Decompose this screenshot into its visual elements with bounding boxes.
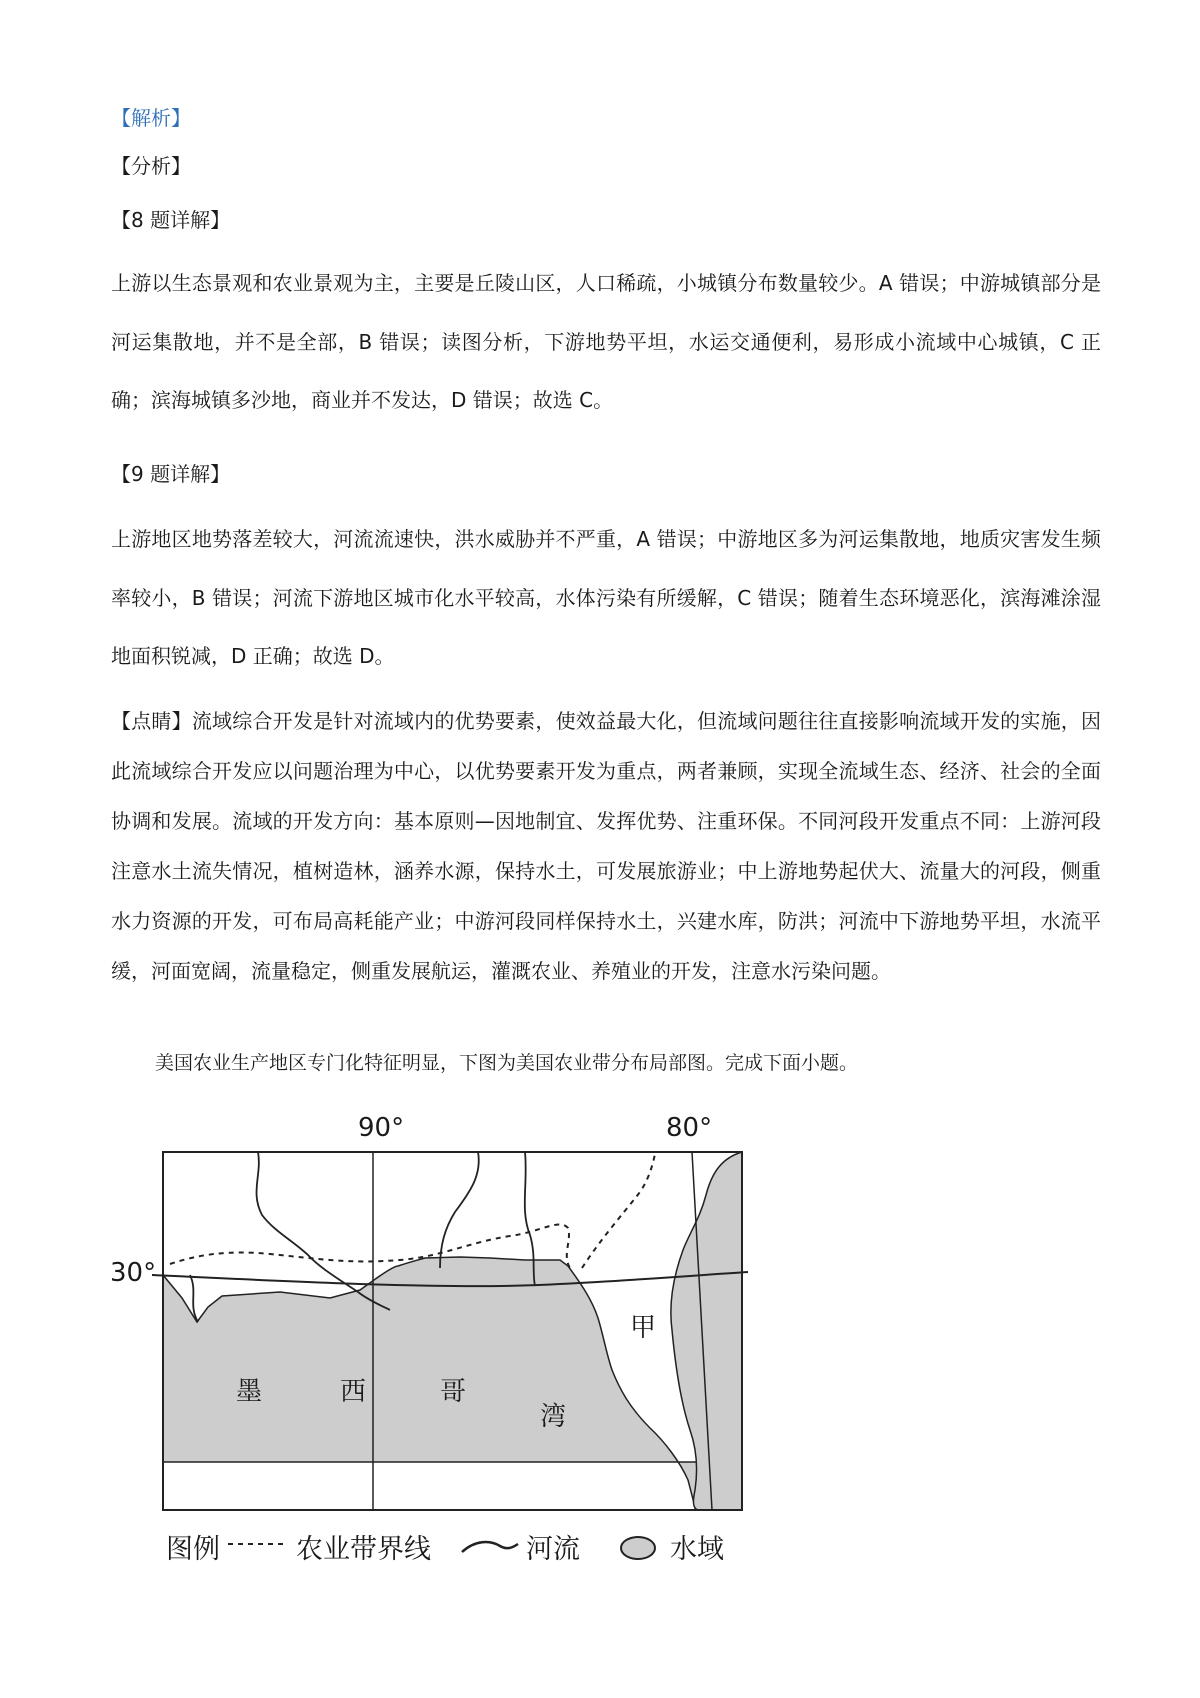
legend-river-label: 河流 [526, 1534, 580, 1565]
gulf-char-2: 西 [340, 1377, 367, 1407]
q9-explanation: 上游地区地势落差较大，河流流速快，洪水威胁并不严重，A 错误；中游地区多为河运集散地，地质灾害发生频率较小，B 错误；河流下游地区城市化水平较高，水体污染有所缓解，C 错误；随着生态环境恶化，滨海滩涂湿地面积锐减，D 正确；故选 D。 [111, 527, 1101, 668]
lon-80-label: 80° [666, 1113, 713, 1143]
gulf-char-4: 湾 [540, 1402, 567, 1432]
analysis-heading: 【解析】 [111, 106, 191, 130]
q9-heading: 【9 题详解】 [111, 462, 231, 486]
q8-explanation: 上游以生态景观和农业景观为主，主要是丘陵山区，人口稀疏，小城镇分布数量较少。A 错误；中游城镇部分是河运集散地，并不是全部，B 错误；读图分析，下游地势平坦，水运交通便利，易形成小流域中心城镇，C 正确；滨海城镇多沙地，商业并不发达，D 错误；故选 C。 [111, 271, 1101, 412]
lon-90-label: 90° [358, 1113, 405, 1143]
dianjing-label: 【点睛】 [111, 709, 192, 733]
river-central [440, 1152, 479, 1268]
lat-30-label: 30° [110, 1258, 157, 1288]
legend-river-symbol [462, 1542, 518, 1552]
atlantic-water-area [671, 1152, 742, 1510]
legend-title: 图例 [166, 1534, 220, 1565]
region-jia-label: 甲 [630, 1313, 657, 1343]
q8-heading: 【8 题详解】 [111, 208, 231, 232]
fenxi-heading: 【分析】 [111, 154, 191, 178]
gulf-char-1: 墨 [236, 1377, 263, 1407]
gulf-char-3: 哥 [440, 1377, 467, 1407]
question-intro: 美国农业生产地区专门化特征明显，下图为美国农业带分布局部图。完成下面小题。 [155, 1052, 859, 1074]
legend-boundary-label: 农业带界线 [296, 1534, 431, 1565]
agri-belt-boundary-2 [582, 1154, 655, 1268]
legend-water-label: 水域 [670, 1534, 724, 1565]
legend-water-symbol [621, 1537, 655, 1559]
dianjing-text: 流域综合开发是针对流域内的优势要素，使效益最大化，但流域问题往往直接影响流域开发的实施，因此流域综合开发应以问题治理为中心，以优势要素开发为重点，两者兼顾，实现全流域生态、经济、社会的全面协调和发展。流域的开发方向：基本原则—因地制宜、发挥优势、注重环保。不同河段开发重点不同：上游河段注意水土流失情况，植树造林，涵养水源，保持水土，可发展旅游业；中上游地势起伏大、流量大的河段，侧重水力资源的开发，可布局高耗能产业；中游河段同样保持水土，兴建水库，防洪；河流中下游地势平坦，水流平缓，河面宽阔，流量稳定，侧重发展航运，灌溉农业、养殖业的开发，注意水污染问题。 [111, 709, 1102, 983]
